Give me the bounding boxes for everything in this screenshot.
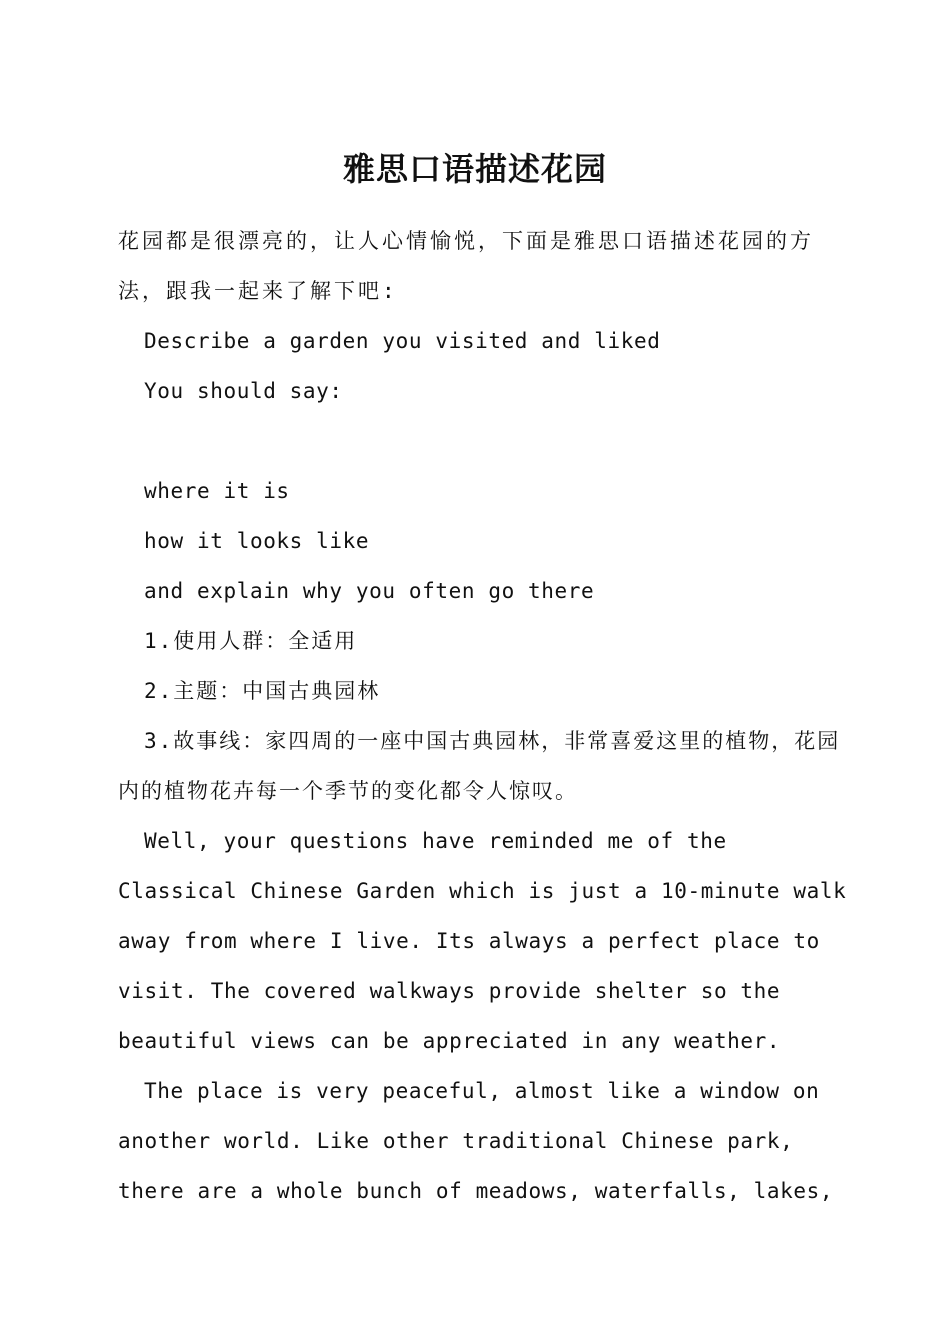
prompt-point: how it looks like (144, 529, 370, 553)
page-title: 雅思口语描述花园 (342, 150, 607, 188)
spacer (118, 416, 848, 466)
meta-line: 1.使用人群：全适用 (144, 629, 358, 653)
meta-line: 3.故事线：家四周的一座中国古典园林，非常喜爱这里的植物，花园内的植物花卉每一个季节的变化都令人惊叹。 (118, 729, 841, 803)
prompt-title: Describe a garden you visited and liked (144, 329, 661, 353)
body-paragraph: The place is very peaceful, almost like a window on another world. Like other traditional Chinese park, there are a whole bunch of meadows, waterfalls, lakes, (118, 1079, 834, 1203)
intro-paragraph: 花园都是很漂亮的，让人心情愉悦，下面是雅思口语描述花园的方法，跟我一起来了解下吧: (118, 229, 814, 303)
prompt-point: where it is (144, 479, 290, 503)
prompt-subtitle: You should say: (144, 379, 343, 403)
body-paragraph: Well, your questions have reminded me of the Classical Chinese Garden which is just a 10-minute walk away from where I live. Its always a perfect place to visit. The covered walkways provide shelter so the beautiful views can be appreciated in any weather. (118, 829, 860, 1053)
document-body (118, 216, 860, 1216)
prompt-point: and explain why you often go there (144, 579, 595, 603)
meta-line: 2.主题：中国古典园林 (144, 679, 381, 703)
